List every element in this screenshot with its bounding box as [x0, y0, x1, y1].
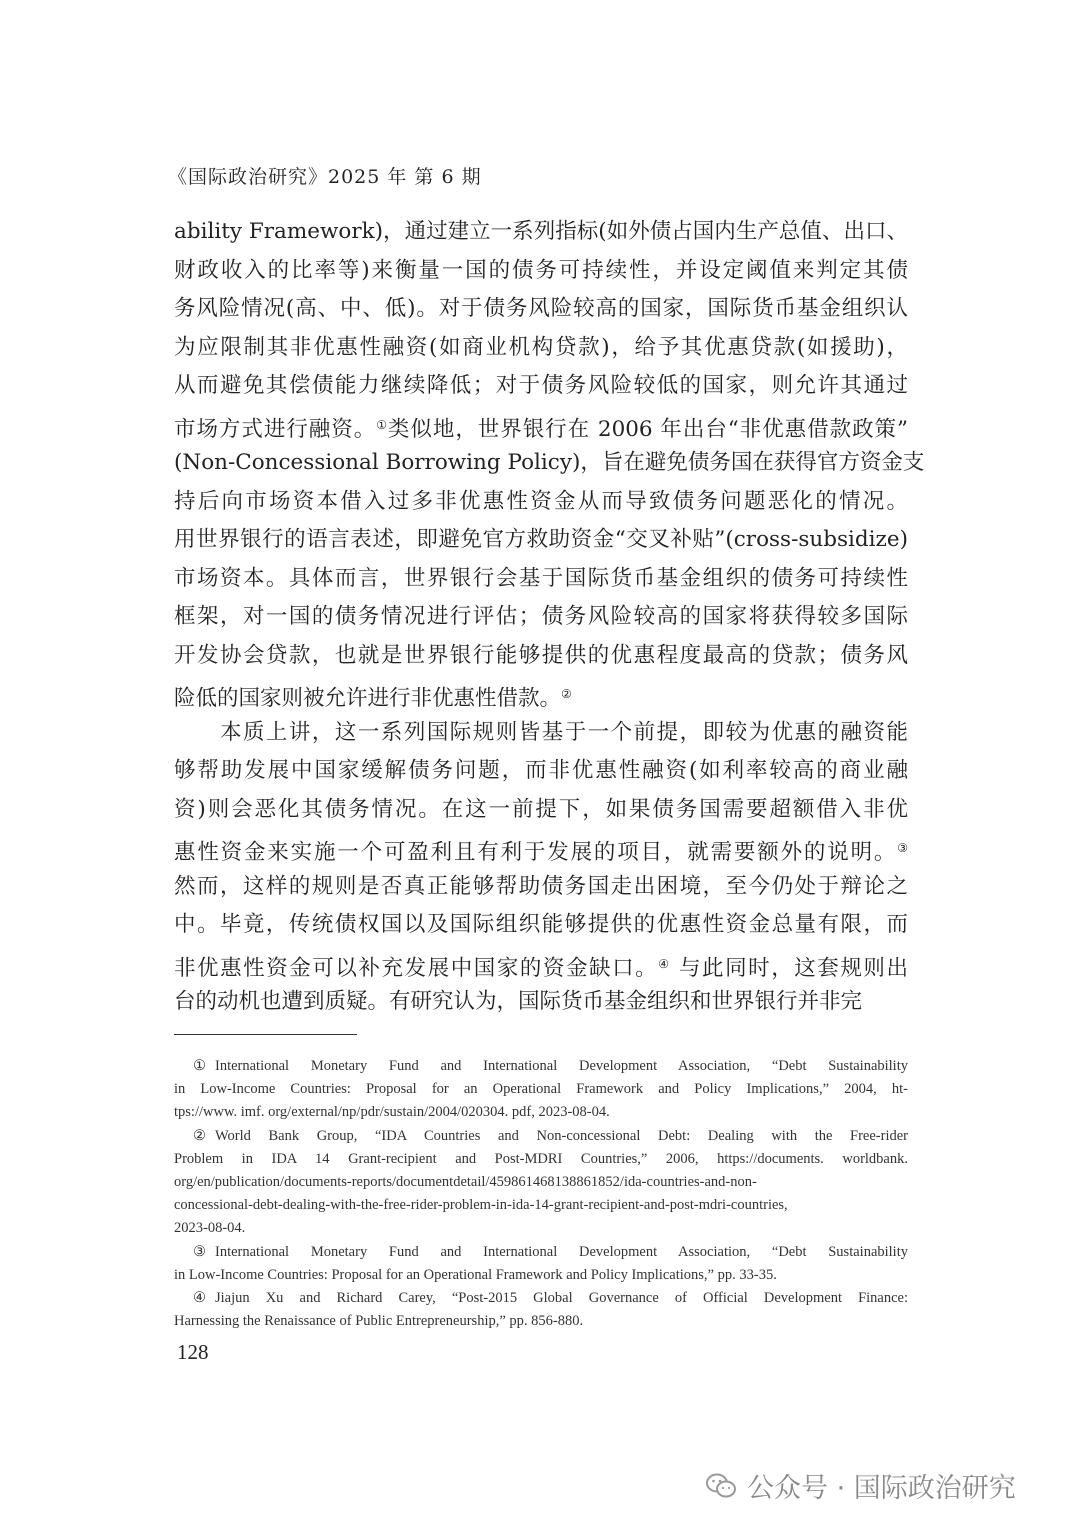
text-segment: 从而避免其偿债能力继续降低；对于债务风险较低的国家，则允许其通过 — [174, 373, 908, 398]
footnote-text: in Low-Income Countries: Proposal for an Operational Framework and Policy Implications,” 2004, ht- — [174, 1081, 908, 1098]
text-line — [174, 945, 908, 984]
text-segment: 险低的国家则被允许进行非优惠性借款。 — [174, 686, 562, 711]
text-segment: 市场方式进行融资。 — [174, 416, 377, 442]
footnote-number: ① — [193, 1058, 206, 1074]
footnote-number: ④ — [193, 1289, 206, 1306]
footnote-text: Harnessing the Renaissance of Public Entrepreneurship,” pp. 856-880. — [174, 1313, 584, 1330]
text-line — [174, 675, 908, 714]
text-line — [174, 983, 908, 1022]
text-segment: 本质上讲，这一系列国际规则皆基于一个前提，即较为优惠的融资能 — [174, 719, 908, 745]
footnote-text: in Low-Income Countries: Proposal for an Operational Framework and Policy Implications,” pp. 33-35. — [174, 1266, 777, 1283]
text-segment: 框架，对一国的债务情况进行评估；债务风险较高的国家将获得较多国际 — [174, 604, 908, 629]
text-segment: 台的动机也遭到质疑。有研究认为，国际货币基金组织和世界银行并非完 — [174, 989, 863, 1014]
footnote-ref[interactable]: ② — [561, 687, 572, 701]
text-segment: 惠性资金来实施一个可盈利且有利于发展的项目，就需要额外的说明。 — [174, 840, 898, 865]
text-line — [174, 637, 908, 676]
text-line — [174, 906, 908, 945]
footnote-text: concessional-debt-dealing-with-the-free-rider-problem-in-ida-14-grant-recipient-and-post-mdri-countries, — [174, 1197, 788, 1214]
body-text — [174, 213, 925, 1022]
text-segment: 资)则会恶化其债务情况。在这一前提下，如果债务国需要超额借入非优 — [174, 796, 908, 822]
text-line — [174, 829, 908, 868]
footnote-number: ② — [193, 1127, 206, 1144]
footnote-text: International Monetary Fund and International Development Association, “Debt Sustainability — [215, 1243, 908, 1260]
footnote-ref[interactable]: ① — [376, 417, 388, 432]
footnote-line — [174, 1148, 908, 1171]
text-line — [174, 752, 908, 791]
text-segment: 持后向市场资本借入过多非优惠性资金从而导致债务问题恶化的情况。 — [174, 488, 908, 514]
text-line — [174, 791, 908, 830]
text-segment: 用世界银行的语言表述，即避免官方救助资金“交叉补贴”(cross-subsidize) — [174, 527, 908, 552]
text-line — [174, 483, 908, 522]
footnote-line — [174, 1217, 908, 1240]
text-segment: 务风险情况(高、中、低)。对于债务风险较高的国家，国际货币基金组织认 — [174, 296, 908, 321]
footnote-line — [174, 1078, 908, 1101]
footnote-line — [174, 1171, 908, 1194]
text-segment: 与此同时，这套规则出 — [670, 955, 908, 981]
text-segment: 类似地，世界银行在 2006 年出台“非优惠借款政策” — [387, 416, 908, 442]
text-segment: ability Framework)，通过建立一系列指标(如外债占国内生产总值、出口、 — [174, 219, 908, 244]
text-segment: 够帮助发展中国家缓解债务问题，而非优惠性融资(如利率较高的商业融 — [174, 758, 908, 783]
footnote-ref[interactable]: ④ — [658, 956, 671, 971]
text-line — [174, 560, 908, 599]
footnote-text: org/en/publication/documents-reports/documentdetail/459861468138861852/ida-countries-and-non- — [174, 1173, 757, 1190]
footnote-line — [174, 1241, 908, 1264]
text-line — [174, 868, 908, 907]
footnote-text: Problem in IDA 14 Grant-recipient and Post-MDRI Countries,” 2006, https://documents. worldbank. — [174, 1150, 908, 1167]
text-segment: 然而，这样的规则是否真正能够帮助债务国走出困境，至今仍处于辩论之 — [174, 873, 908, 899]
footnote-divider — [174, 1034, 357, 1035]
footnote-text: 2023-08-04. — [174, 1220, 246, 1237]
text-line — [174, 367, 908, 406]
text-line — [174, 444, 925, 483]
text-segment: 非优惠性资金可以补充发展中国家的资金缺口。 — [174, 955, 659, 981]
wechat-icon — [705, 1472, 737, 1500]
footnotes — [174, 1055, 908, 1333]
footnote-number: ③ — [193, 1243, 206, 1260]
footnote-line — [174, 1310, 908, 1333]
footnote-ref[interactable]: ③ — [897, 841, 908, 855]
footnote-text: International Monetary Fund and International Development Association, “Debt Sustainability — [215, 1058, 908, 1074]
text-segment: 开发协会贷款，也就是世界银行能够提供的优惠程度最高的贷款；债务风 — [174, 642, 908, 668]
text-line — [174, 406, 908, 445]
running-header: 《国际政治研究》2025 年 第 6 期 — [168, 166, 482, 188]
text-line — [174, 213, 908, 252]
footnote-line — [174, 1264, 908, 1287]
footnote-text: World Bank Group, “IDA Countries and Non-concessional Debt: Dealing with the Free-rider — [215, 1127, 908, 1144]
footnote-line — [174, 1055, 908, 1078]
watermark — [705, 1466, 1016, 1505]
text-segment: 中。毕竟，传统债权国以及国际组织能够提供的优惠性资金总量有限，而 — [174, 912, 908, 937]
text-line — [174, 252, 908, 291]
footnote-line — [174, 1287, 908, 1310]
text-segment: (Non-Concessional Borrowing Policy)，旨在避免债务国在获得官方资金支 — [174, 450, 925, 475]
text-line — [174, 290, 908, 329]
footnote-line — [174, 1125, 908, 1148]
text-line — [174, 329, 908, 368]
text-segment: 市场资本。具体而言，世界银行会基于国际货币基金组织的债务可持续性 — [174, 565, 908, 591]
text-segment: 财政收入的比率等)来衡量一国的债务可持续性，并设定阈值来判定其债 — [174, 257, 908, 283]
text-line — [174, 521, 908, 560]
text-line — [174, 598, 908, 637]
watermark-text: 公众号 · 国际政治研究 — [747, 1473, 1016, 1504]
text-line — [174, 714, 908, 753]
footnote-text: tps://www. imf. org/external/np/pdr/sustain/2004/020304. pdf, 2023-08-04. — [174, 1104, 610, 1121]
footnote-text: Jiajun Xu and Richard Carey, “Post-2015 Global Governance of Official Development Finance: — [215, 1289, 908, 1306]
text-segment: 为应限制其非优惠性融资(如商业机构贷款)，给予其优惠贷款(如援助)， — [174, 334, 908, 360]
page-number: 128 — [177, 1340, 209, 1364]
footnote-line — [174, 1194, 908, 1217]
footnote-line — [174, 1101, 908, 1124]
